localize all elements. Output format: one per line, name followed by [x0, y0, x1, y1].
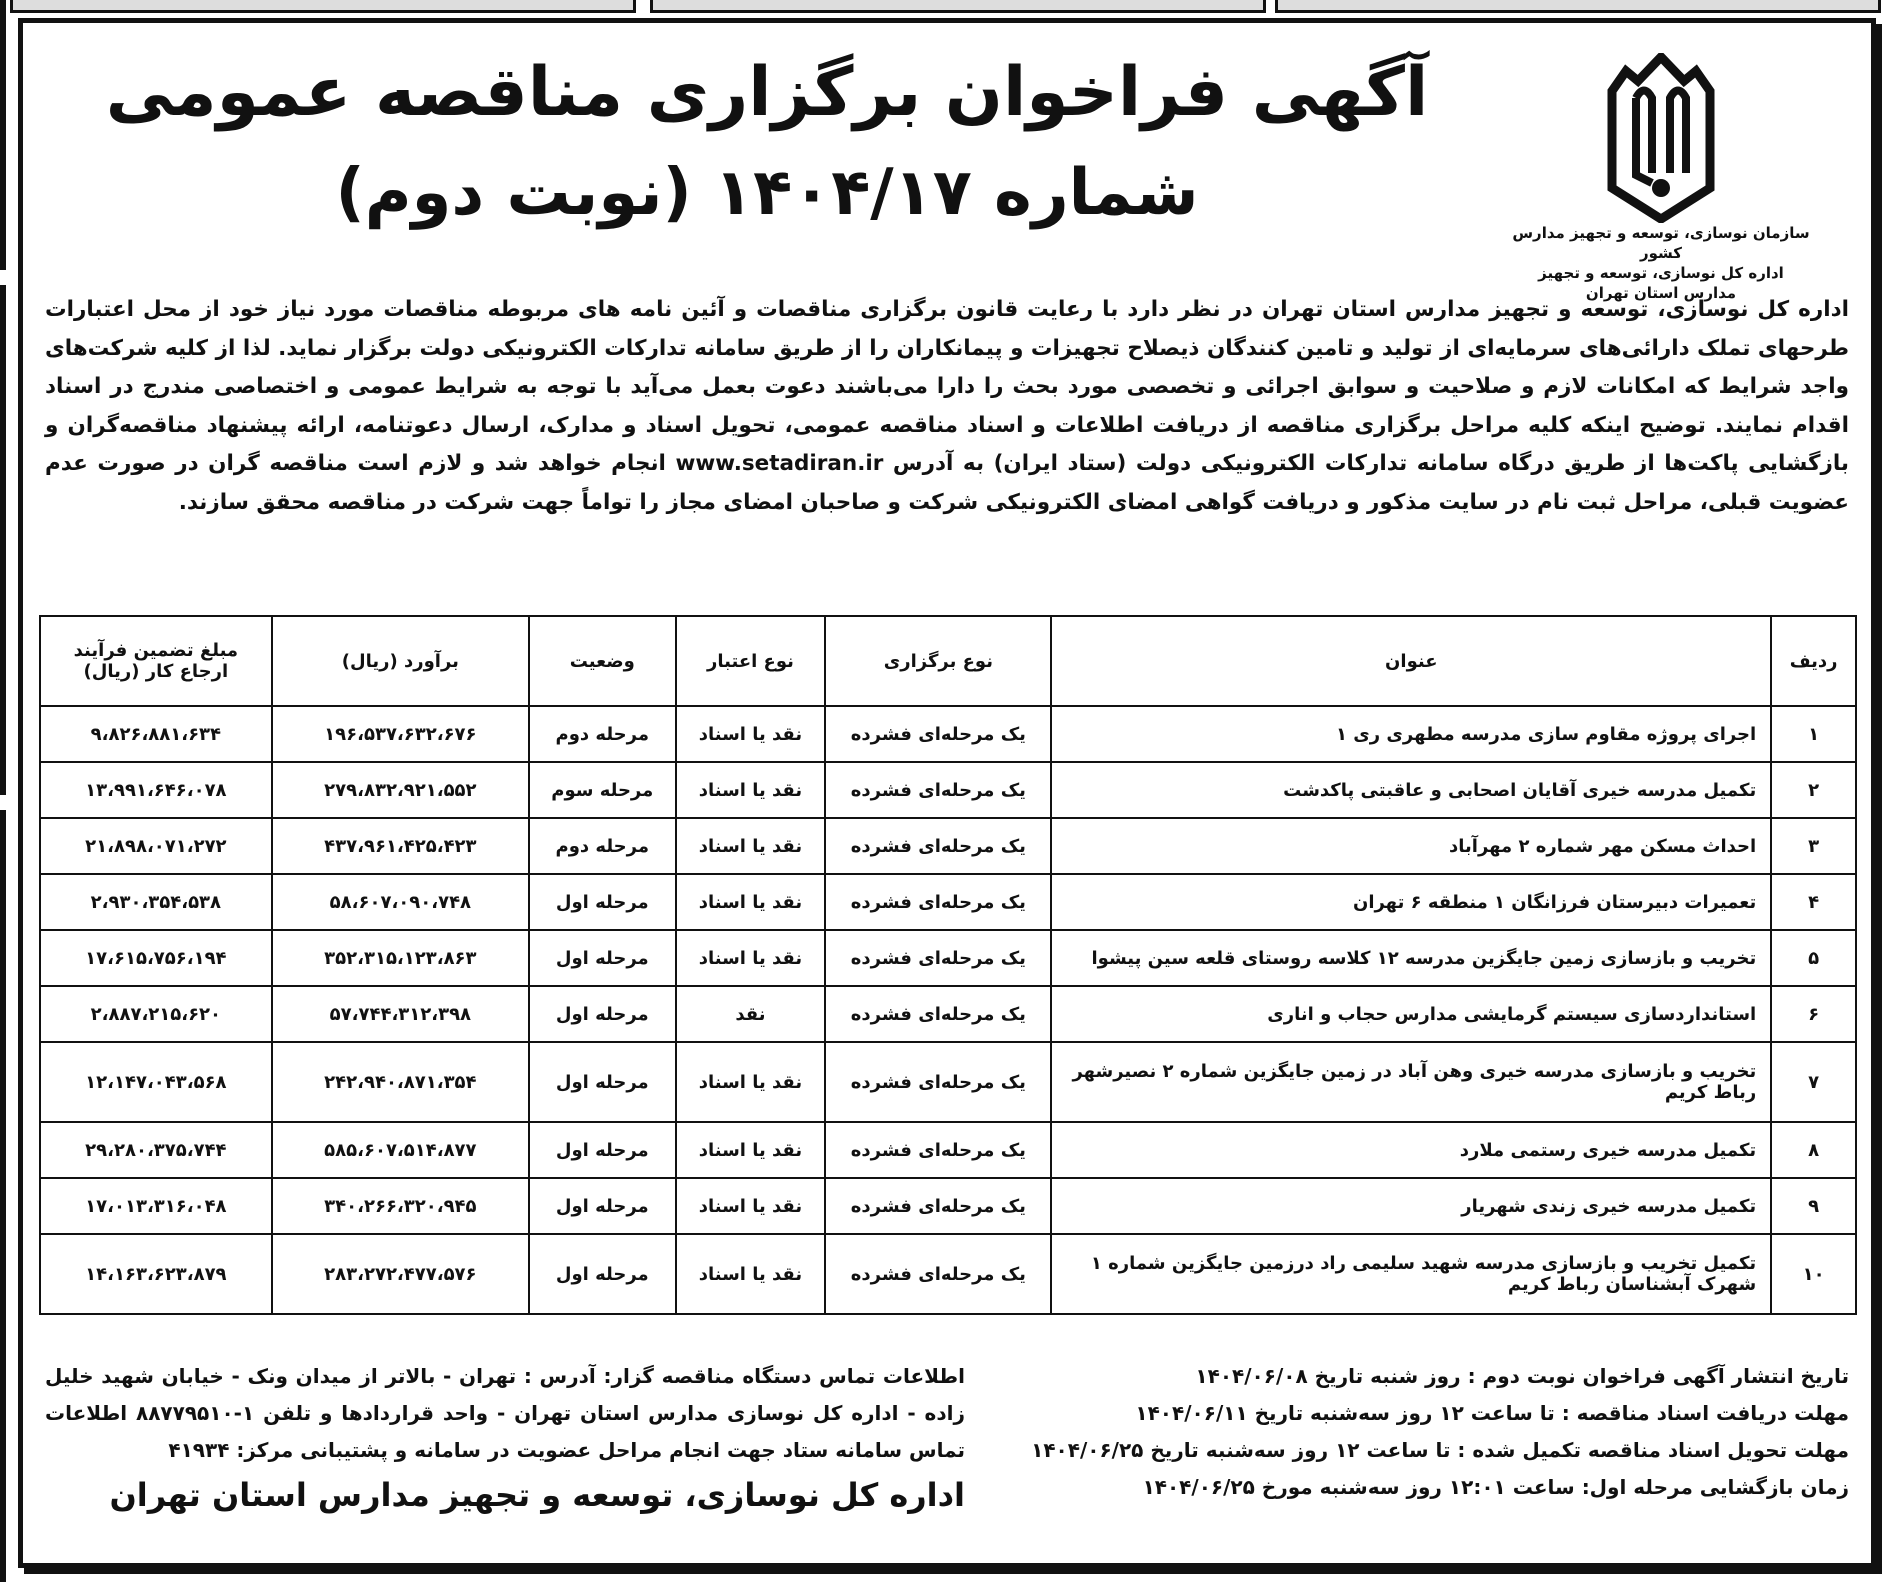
cell-tender-type: یک مرحله‌ای فشرده [825, 1042, 1051, 1122]
table-row [40, 1122, 1856, 1178]
cell-tender-type: یک مرحله‌ای فشرده [825, 762, 1051, 818]
submission-deadline: مهلت تحویل اسناد مناقصه تکمیل شده : تا ساعت ۱۲ روز سه‌شنبه تاریخ ۱۴۰۴/۰۶/۲۵ [1031, 1438, 1849, 1462]
org-name-national: سازمان نوسازی، توسعه و تجهیز مدارس کشور [1512, 224, 1810, 262]
cell-guarantee: ۱۷،۰۱۳،۳۱۶،۰۴۸ [40, 1178, 272, 1234]
contact-info [45, 1358, 965, 1514]
cell-credit-type: نقد یا اسناد [676, 874, 826, 930]
cell-guarantee: ۲۱،۸۹۸،۰۷۱،۲۷۲ [40, 818, 272, 874]
school-renovation-logo-icon [1606, 53, 1716, 223]
adjacent-ad-box [10, 0, 636, 13]
opening-time: زمان بازگشایی مرحله اول: ساعت ۱۲:۰۱ روز سه‌شنبه مورخ ۱۴۰۴/۰۶/۲۵ [1142, 1475, 1849, 1499]
cell-row-number: ۹ [1771, 1178, 1856, 1234]
cell-row-number: ۵ [1771, 930, 1856, 986]
cell-tender-type: یک مرحله‌ای فشرده [825, 930, 1051, 986]
cell-title: احداث مسکن مهر شماره ۲ مهرآباد [1051, 818, 1771, 874]
cell-title: استانداردسازی سیستم گرمایشی مدارس حجاب و اناری [1051, 986, 1771, 1042]
cell-tender-type: یک مرحله‌ای فشرده [825, 874, 1051, 930]
cell-status: مرحله اول [529, 1178, 676, 1234]
publish-date: تاریخ انتشار آگهی فراخوان نوبت دوم : روز شنبه تاریخ ۱۴۰۴/۰۶/۰۸ [1195, 1364, 1849, 1388]
adjacent-ad-box [650, 0, 1266, 13]
cell-estimate: ۲۷۹،۸۳۲،۹۲۱،۵۵۲ [272, 762, 529, 818]
cell-credit-type: نقد [676, 986, 826, 1042]
cell-row-number: ۲ [1771, 762, 1856, 818]
column-header-title: عنوان [1051, 616, 1771, 706]
cell-tender-type: یک مرحله‌ای فشرده [825, 818, 1051, 874]
cell-status: مرحله سوم [529, 762, 676, 818]
cell-estimate: ۱۹۶،۵۳۷،۶۳۲،۶۷۶ [272, 706, 529, 762]
cell-estimate: ۴۳۷،۹۶۱،۴۲۵،۴۲۳ [272, 818, 529, 874]
cell-guarantee: ۲،۸۸۷،۲۱۵،۶۲۰ [40, 986, 272, 1042]
cell-title: تخریب و بازسازی مدرسه خیری وهن آباد در زمین جایگزین شماره ۲ نصیرشهر رباط کریم [1051, 1042, 1771, 1122]
cell-estimate: ۵۸۵،۶۰۷،۵۱۴،۸۷۷ [272, 1122, 529, 1178]
table-row [40, 930, 1856, 986]
cell-title: تکمیل مدرسه خیری رستمی ملارد [1051, 1122, 1771, 1178]
cell-guarantee: ۱۴،۱۶۳،۶۲۳،۸۷۹ [40, 1234, 272, 1314]
column-header-tender-type: نوع برگزاری [825, 616, 1051, 706]
cell-row-number: ۱۰ [1771, 1234, 1856, 1314]
cell-title: تخریب و بازسازی زمین جایگزین مدرسه ۱۲ کلاسه روستای قلعه سین پیشوا [1051, 930, 1771, 986]
cell-tender-type: یک مرحله‌ای فشرده [825, 1122, 1051, 1178]
cell-guarantee: ۲۹،۲۸۰،۳۷۵،۷۴۴ [40, 1122, 272, 1178]
cell-guarantee: ۱۲،۱۴۷،۰۴۳،۵۶۸ [40, 1042, 272, 1122]
column-header-credit-type: نوع اعتبار [676, 616, 826, 706]
cell-title: تکمیل مدرسه خیری زندی شهریار [1051, 1178, 1771, 1234]
cell-status: مرحله دوم [529, 818, 676, 874]
table-row [40, 762, 1856, 818]
cell-estimate: ۳۵۲،۳۱۵،۱۲۳،۸۶۳ [272, 930, 529, 986]
cell-title: اجرای پروژه مقاوم سازی مدرسه مطهری ری ۱ [1051, 706, 1771, 762]
cell-status: مرحله اول [529, 1042, 676, 1122]
cell-status: مرحله اول [529, 1122, 676, 1178]
cell-row-number: ۶ [1771, 986, 1856, 1042]
cell-row-number: ۱ [1771, 706, 1856, 762]
column-header-status: وضعیت [529, 616, 676, 706]
contact-text: اطلاعات تماس دستگاه مناقصه گزار: آدرس : تهران - بالاتر از میدان ونک - خیابان شهید خلیل زاده - اداره کل نوسازی مدارس استان تهران - واحد قراردادها و تلفن ۱-۸۸۷۷۹۵۱۰ اطلاعات تماس سامانه ستاد جهت انجام مراحل عضویت در سامانه و پشتیبانی مرکز: ۴۱۹۳۴ [45, 1364, 965, 1462]
column-header-guarantee: مبلغ تضمین فرآیند ارجاع کار (ریال) [40, 616, 272, 706]
tenders-table [39, 615, 1857, 1315]
cell-tender-type: یک مرحله‌ای فشرده [825, 1178, 1051, 1234]
column-header-estimate: برآورد (ریال) [272, 616, 529, 706]
cell-guarantee: ۹،۸۲۶،۸۸۱،۶۳۴ [40, 706, 272, 762]
cell-guarantee: ۱۷،۶۱۵،۷۵۶،۱۹۴ [40, 930, 272, 986]
cell-row-number: ۳ [1771, 818, 1856, 874]
page-edge [0, 810, 6, 1582]
cell-credit-type: نقد یا اسناد [676, 1122, 826, 1178]
cell-row-number: ۴ [1771, 874, 1856, 930]
cell-row-number: ۷ [1771, 1042, 1856, 1122]
cell-estimate: ۵۸،۶۰۷،۰۹۰،۷۴۸ [272, 874, 529, 930]
adjacent-ad-box [1275, 0, 1881, 13]
signature: اداره کل نوسازی، توسعه و تجهیز مدارس استان تهران [109, 1476, 965, 1514]
table-row [40, 1178, 1856, 1234]
notice-title [63, 43, 1471, 243]
table-row [40, 1234, 1856, 1314]
organization-logo [1511, 53, 1811, 303]
cell-credit-type: نقد یا اسناد [676, 818, 826, 874]
cell-estimate: ۵۷،۷۴۴،۳۱۲،۳۹۸ [272, 986, 529, 1042]
cell-credit-type: نقد یا اسناد [676, 1234, 826, 1314]
table-row [40, 986, 1856, 1042]
page-edge [0, 0, 6, 270]
cell-estimate: ۳۴۰،۲۶۶،۳۲۰،۹۴۵ [272, 1178, 529, 1234]
table-row [40, 706, 1856, 762]
cell-tender-type: یک مرحله‌ای فشرده [825, 986, 1051, 1042]
cell-estimate: ۲۴۲،۹۴۰،۸۷۱،۳۵۴ [272, 1042, 529, 1122]
column-header-row-number: ردیف [1771, 616, 1856, 706]
cell-title: تکمیل مدرسه خیری آقایان اصحابی و عاقبتی پاکدشت [1051, 762, 1771, 818]
cell-credit-type: نقد یا اسناد [676, 706, 826, 762]
title-line-1: آگهی فراخوان برگزاری مناقصه عمومی [105, 53, 1429, 132]
cell-status: مرحله اول [529, 1234, 676, 1314]
cell-tender-type: یک مرحله‌ای فشرده [825, 1234, 1051, 1314]
tender-notice [18, 18, 1876, 1568]
table-header-row [40, 616, 1856, 706]
table-row [40, 1042, 1856, 1122]
cell-credit-type: نقد یا اسناد [676, 1042, 826, 1122]
cell-guarantee: ۱۳،۹۹۱،۶۴۶،۰۷۸ [40, 762, 272, 818]
intro-text: در نظر دارد با رعایت قانون برگزاری مناقصات و آئین نامه های مربوطه مناقصات مورد نیاز خود از محل اعتبارات طرحهای تملک دارائی‌های سرمایه‌ای از تولید و تامین کنندگان ذیصلاح تجهیزات و پیمانکاران را از طریق سامانه تدارکات الکترونیکی دولت برگزار نماید. لذا از کلیه شرکت‌های واجد شرایط که امکانات لازم و صلاحیت و سوابق اجرائی و تخصصی مورد بحث را دارا می‌باشند دعوت بعمل می‌آید با توجه به شرایط عمومی و اختصاصی مندرج در اسناد اقدام نمایند. توضیح اینکه کلیه مراحل برگزاری مناقصه از دریافت اطلاعات و اسناد مناقصه عمومی، تحویل اسناد و مدارک، ارسال دعوتنامه، ارائه پیشنهاد مناقصه‌گران و بازگشایی پاکت‌ها از طریق درگاه سامانه تدارکات الکترونیکی دولت (ستاد ایران) به آدرس www.setadiran.ir انجام خواهد شد و لازم است مناقصه گران در صورت عدم عضویت قبلی، مراحل ثبت نام در سایت مذکور و دریافت گواهی امضای الکترونیکی شرکت و صاحبان امضای مجاز را تواماً جهت شرکت در مناقصه محقق سازند. [45, 297, 1849, 515]
title-line-2: شماره ۱۴۰۴/۱۷ (نوبت دوم) [335, 156, 1199, 230]
cell-estimate: ۲۸۳،۲۷۲،۴۷۷،۵۷۶ [272, 1234, 529, 1314]
cell-title: تکمیل تخریب و بازسازی مدرسه شهید سلیمی راد درزمین جایگزین شماره ۱ شهرک آبشناسان رباط کریم [1051, 1234, 1771, 1314]
schedule-dates [969, 1358, 1849, 1506]
cell-row-number: ۸ [1771, 1122, 1856, 1178]
intro-org-name: اداره کل نوسازی، توسعه و تجهیز مدارس استان تهران [1261, 297, 1849, 322]
table-row [40, 874, 1856, 930]
cell-status: مرحله اول [529, 874, 676, 930]
table-row [40, 818, 1856, 874]
notice-footer [45, 1358, 1849, 1558]
cell-credit-type: نقد یا اسناد [676, 762, 826, 818]
cell-credit-type: نقد یا اسناد [676, 1178, 826, 1234]
cell-status: مرحله اول [529, 986, 676, 1042]
cell-title: تعمیرات دبیرستان فرزانگان ۱ منطقه ۶ تهران [1051, 874, 1771, 930]
notice-header [23, 33, 1871, 302]
intro-paragraph [45, 291, 1849, 522]
cell-guarantee: ۲،۹۳۰،۳۵۴،۵۳۸ [40, 874, 272, 930]
document-receipt-deadline: مهلت دریافت اسناد مناقصه : تا ساعت ۱۲ روز سه‌شنبه تاریخ ۱۴۰۴/۰۶/۱۱ [1135, 1401, 1849, 1425]
cell-tender-type: یک مرحله‌ای فشرده [825, 706, 1051, 762]
org-name-tehran: اداره کل نوسازی، توسعه و تجهیز مدارس استان تهران [1538, 264, 1784, 302]
cell-status: مرحله اول [529, 930, 676, 986]
cell-credit-type: نقد یا اسناد [676, 930, 826, 986]
page-edge [0, 285, 6, 795]
cell-status: مرحله دوم [529, 706, 676, 762]
